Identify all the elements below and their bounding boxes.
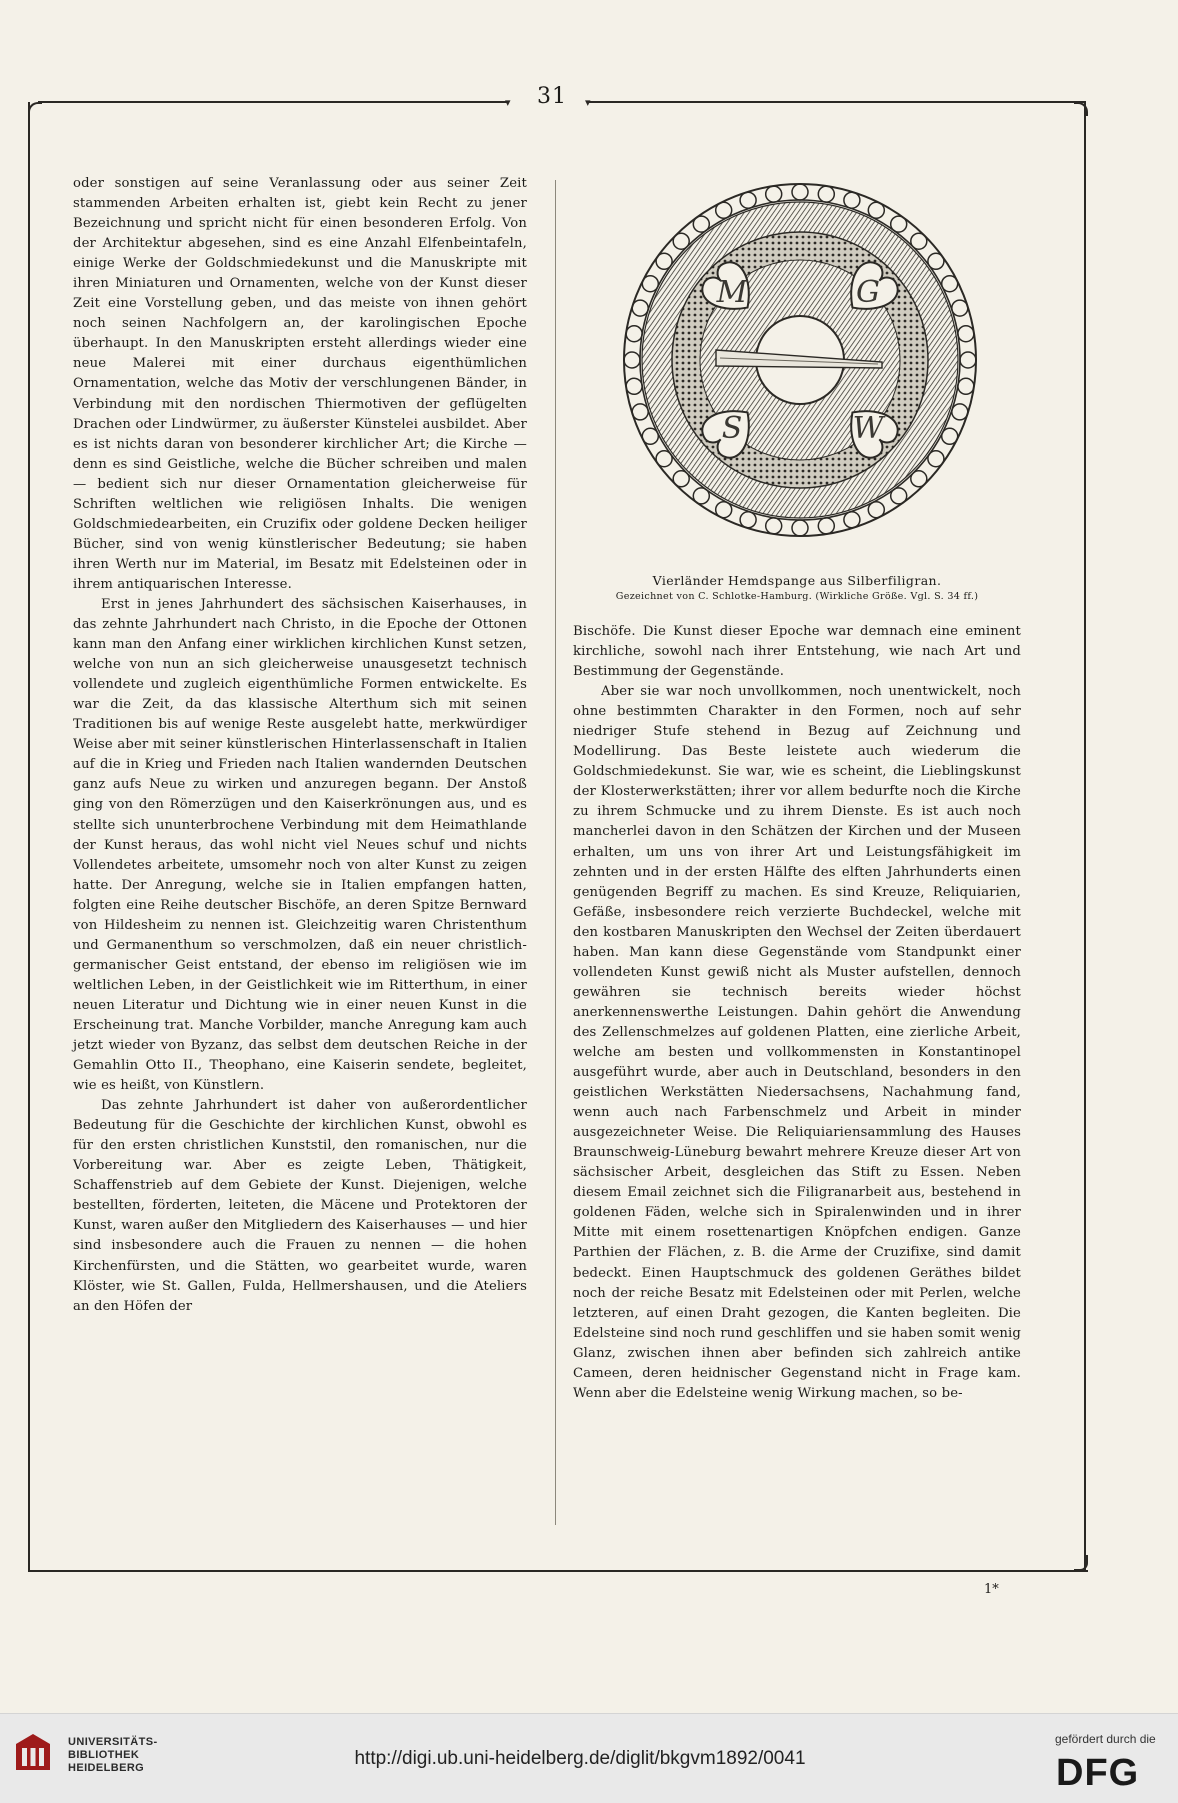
filigree-loop	[960, 352, 976, 368]
filigree-loop	[642, 276, 658, 292]
right-column	[573, 622, 1021, 1404]
library-name[interactable]: UNIVERSITÄTS- BIBLIOTHEK HEIDELBERG	[68, 1736, 158, 1774]
filigree-loop	[958, 326, 974, 342]
filigree-loop	[952, 300, 968, 316]
filigree-loop	[673, 233, 689, 249]
digitization-footer	[0, 1713, 1178, 1803]
filigree-loop	[891, 216, 907, 232]
sponsor-label: gefördert durch die	[1055, 1732, 1156, 1746]
monogram-letter: S	[721, 411, 743, 446]
figure-caption: Vierländer Hemdspange aus Silberfiligran.	[652, 573, 942, 588]
filigree-loop	[942, 428, 958, 444]
filigree-loop	[632, 300, 648, 316]
page-number: 31	[537, 84, 567, 109]
filigree-loop	[792, 520, 808, 536]
filigree-loop	[818, 518, 834, 534]
filigree-loop	[818, 186, 834, 202]
filigree-loop	[626, 326, 642, 342]
filigree-loop	[911, 233, 927, 249]
filigree-loop	[958, 378, 974, 394]
monogram-letter: M	[716, 275, 748, 310]
permalink-url[interactable]: http://digi.ub.uni-heidelberg.de/diglit/bkgvm1892/0041	[354, 1748, 806, 1769]
filigree-loop	[792, 184, 808, 200]
filigree-loop	[656, 451, 672, 467]
monogram-letter: W	[852, 411, 884, 446]
filigree-loop	[844, 192, 860, 208]
rule-ornament-icon: ▾	[585, 96, 591, 109]
paragraph: Erst in jenes Jahrhundert des sächsischen Kaiserhauses, in das zehnte Jahrhundert nach Christo, in die Epoche der Ottonen kann man den Anfang einer wirklichen kirchlichen Kunst setzen, welche von nun an sich gleicherweise unausgesetzt technisch vollendete und zugleich eigenthümliche Formen entwickelte. Es war die Zeit, da das klassische Alterthum sich mit seinen Traditionen bis auf wenige Reste ausgelebt hatte, merkwürdiger Weise aber mit seiner künstlerischen Hinterlassenschaft in Italien auf die in Krieg und Frieden nach Italien wandernden Deutschen ganz aufs Neue zu wirken und anzuregen begann. Der Anstoß ging von den Römerzügen und den Kaiserkrönungen aus, und es stellte sich ununterbrochene Verbindung mit dem Heimathlande der Kunst heraus, das wohl nicht viel Neues schuf und nichts Vollendetes arbeitete, umsomehr noch von alter Kunst zu zeigen hatte. Der Anregung, welche sie in Italien empfangen hatten, folgten eine Reihe deutscher Bischöfe, an deren Spitze Bernward von Hildesheim zu nennen ist. Gleichzeitig waren Christenthum und Germanenthum so verschmolzen, daß ein neuer christlich-germanischer Geist entstand, der ebenso im religiösen wie im weltlichen Leben, in der Geistlichkeit wie im Ritterthum, in einer neuen Literatur und Dichtung wie in einer neuen Kunst in die Erscheinung trat. Manche Vorbilder, manche Anregung kam auch jetzt wieder von Byzanz, das selbst dem deutschen Reiche in der Gemahlin Otto II., Theophano, eine Kaiserin sendete, begleitet, wie es heißt, von Künstlern.	[73, 596, 527, 1094]
filigree-loop	[673, 471, 689, 487]
filigree-loop	[693, 216, 709, 232]
filigree-loop	[632, 404, 648, 420]
filigree-loop	[942, 276, 958, 292]
dfg-logo[interactable]: DFG	[1056, 1752, 1140, 1794]
filigree-loop	[656, 253, 672, 269]
frame-bottom-rule	[28, 1570, 1088, 1572]
paragraph: oder sonstigen auf seine Veranlassung oder aus seiner Zeit stammenden Arbeiten erhalten ist, giebt kein Recht zu jener Bezeichnung und spricht nicht für einen besonderen Erfolg. Von der Architektur abgesehen, sind es eine Anzahl Elfenbeintafeln, einige Werke der Goldschmiedekunst und die Manuskripte mit ihren Miniaturen und Ornamenten, welche von der Kunst dieser Zeit eine Vorstellung geben, und das meiste von ihnen gehört noch seinen Nachfolgern an, der karolingischen Epoche überhaupt. In den Manuskripten ersteht allerdings wieder eine neue Malerei mit einer durchaus eigenthümlichen Ornamentation, welche das Motiv der verschlungenen Bänder, in Verbindung mit den nordischen Thiermotiven der geflügelten Drachen oder Lindwürmer, zu äußerster Künstelei ausbildet. Aber es ist nichts daran von besonderer kirchlicher Art; die Kirche — denn es sind Geistliche, welche die Bücher schreiben und malen — bedient sich nur dieser Ornamentation gleicherweise für Schriften weltlichen wie religiösen Inhalts. Die wenigen Goldschmiedearbeiten, ein Cruzifix oder goldene Decken heiliger Bücher, sind von wenig künstlerischer Bedeutung; sie haben ihren Werth nur im Material, im Besatz mit Edelsteinen oder in ihrem antiquarischen Interesse.	[73, 176, 527, 592]
filigree-loop	[766, 186, 782, 202]
filigree-loop	[868, 502, 884, 518]
filigree-brooch-illustration	[620, 180, 980, 540]
paragraph: Bischöfe. Die Kunst dieser Epoche war demnach eine eminent kirchliche, sowohl nach ihrer Entstehung, wie nach Art und Bestimmung der Gegenstände.	[573, 624, 1021, 680]
filigree-loop	[626, 378, 642, 394]
filigree-loop	[868, 202, 884, 218]
filigree-loop	[642, 428, 658, 444]
filigree-loop	[740, 192, 756, 208]
left-column	[73, 174, 527, 1317]
figure-credit: Gezeichnet von C. Schlotke-Hamburg. (Wirkliche Größe. Vgl. S. 34 ff.)	[615, 591, 979, 602]
filigree-loop	[911, 471, 927, 487]
sheet-signature: 1*	[984, 1582, 999, 1597]
filigree-loop	[844, 512, 860, 528]
column-divider	[555, 180, 556, 1525]
frame-corner	[28, 102, 42, 116]
filigree-loop	[693, 488, 709, 504]
university-seal-icon	[10, 1730, 56, 1776]
filigree-loop	[716, 502, 732, 518]
filigree-loop	[928, 451, 944, 467]
monogram-letter: G	[856, 275, 880, 310]
paragraph: Aber sie war noch unvollkommen, noch unentwickelt, noch ohne bestimmten Charakter in den Formen, noch auf sehr niedriger Stufe stehend in Bezug auf Zeichnung und Modellirung. Das Beste leistete auch wiederum die Goldschmiedekunst. Sie war, wie es scheint, die Lieblingskunst der Klosterwerkstätten; ihrer vor allem bedurfte noch die Kirche zu ihrem Schmucke und zu ihrem Dienste. Es ist auch noch mancherlei davon in den Schätzen der Kirchen und der Museen erhalten, um uns von ihrer Art und Leistungsfähigkeit im zehnten und in der ersten Hälfte des elften Jahrhunderts einen genügenden Begriff zu machen. Es sind Kreuze, Reliquiarien, Gefäße, insbesondere reich verzierte Buchdeckel, welche mit den kostbaren Manuskripten den Wechsel der Zeiten überdauert haben. Man kann diese Gegenstände vom Standpunkt einer vollendeten Kunst gewiß nicht als Muster aufstellen, dennoch gewähren sie technisch bereits wieder höchst anerkennenswerthe Leistungen. Dahin gehört die Anwendung des Zellenschmelzes auf goldenen Platten, eine zierliche Arbeit, welche am besten und vollkommensten in Konstantinopel ausgeführt wurde, aber auch in Deutschland, besonders in den geistlichen Werkstätten Niedersachsens, Nachahmung fand, wenn auch nach Farbenschmelz und Arbeit in minder ausgezeichneter Weise. Die Reliquiariensammlung des Hauses Braunschweig-Lüneburg bewahrt mehrere Kreuze dieser Art von sächsischer Arbeit, desgleichen das Stift zu Essen. Neben diesem Email zeichnet sich die Filigranarbeit aus, bestehend in goldenen Fäden, welche sich in Spiralenwinden und in ihrer Mitte mit einem rosettenartigen Knöpfchen endigen. Ganze Parthien der Flächen, z. B. die Arme der Cruzifixe, sind damit bedeckt. Einen Hauptschmuck des goldenen Geräthes bildet noch der reiche Besatz mit Edelsteinen oder mit Perlen, welche letzteren, auf einen Draht gezogen, die Kanten begleiten. Die Edelsteine sind noch rund geschliffen und sie haben somit wenig Glanz, zwischen ihnen aber befinden sich zahlreich antike Cameen, deren heidnischer Gegenstand nicht in Frage kam. Wenn aber die Edelsteine wenig Wirkung machen, so be-	[573, 684, 1021, 1401]
filigree-loop	[891, 488, 907, 504]
filigree-loop	[624, 352, 640, 368]
paragraph: Das zehnte Jahrhundert ist daher von außerordentlicher Bedeutung für die Geschichte der kirchlichen Kunst, obwohl es für den ersten christlichen Kunststil, den romanischen, nur die Vorbereitung war. Aber es zeigte Leben, Thätigkeit, Schaffenstrieb auf dem Gebiete der Kunst. Diejenigen, welche bestellten, förderten, leiteten, die Mäcene und Protektoren der Kunst, waren außer den Mitgliedern des Kaiserhauses — und hier sind insbesondere auch die Frauen zu nennen — die hohen Kirchenfürsten, und die Stätten, wo gearbeitet wurde, waren Klöster, wie St. Gallen, Fulda, Hellmershausen, und die Ateliers an den Höfen der	[73, 1098, 527, 1314]
filigree-loop	[952, 404, 968, 420]
filigree-loop	[716, 202, 732, 218]
filigree-loop	[740, 512, 756, 528]
rule-ornament-icon: ▾	[505, 96, 511, 109]
filigree-loop	[928, 253, 944, 269]
filigree-loop	[766, 518, 782, 534]
